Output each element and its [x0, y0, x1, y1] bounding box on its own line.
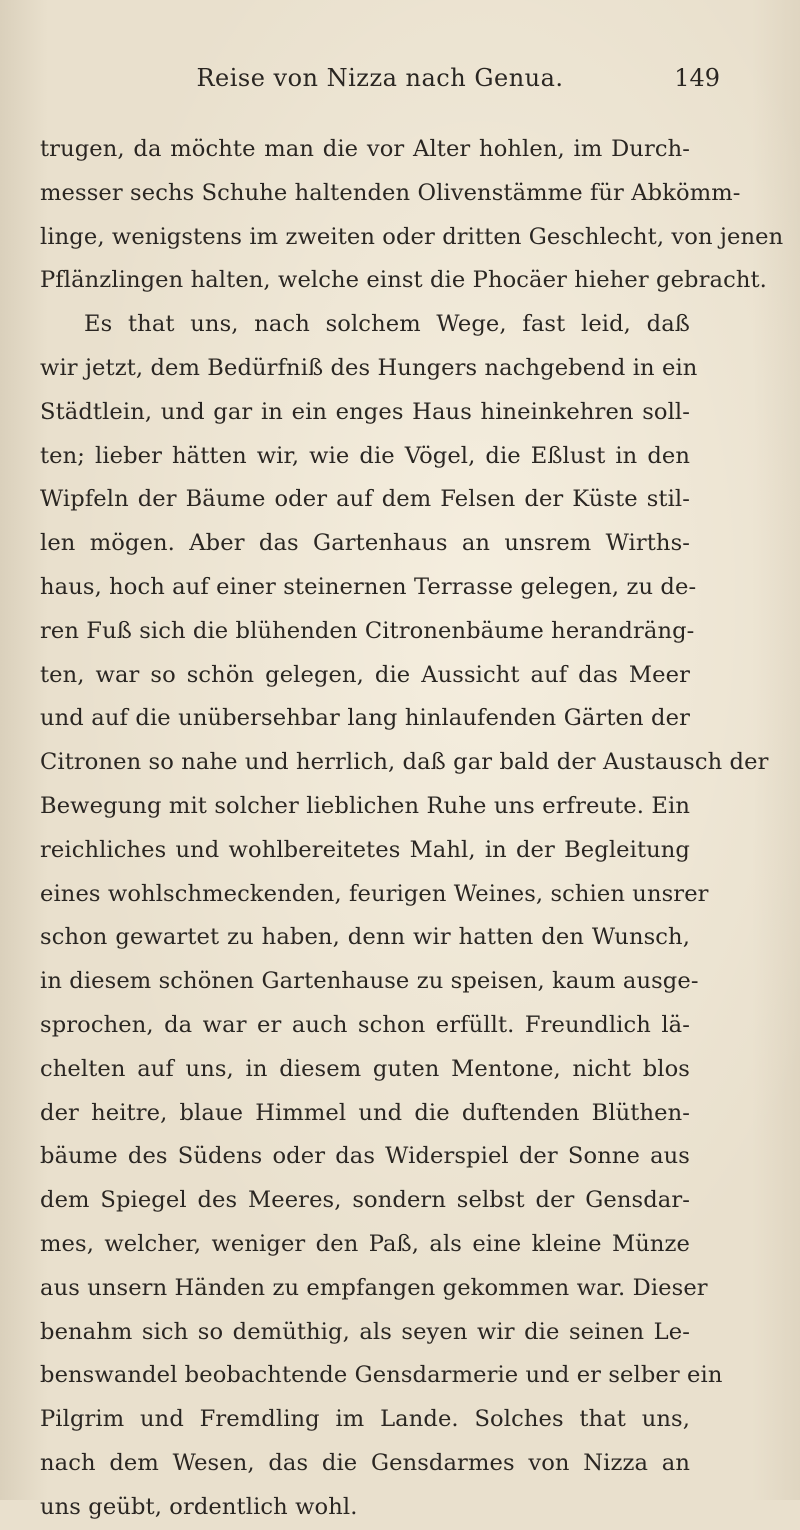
text-line: reichliches und wohlbereitetes Mahl, in der Begleitung: [40, 836, 690, 863]
text-line: Pflänzlingen halten, welche einst die Phocäer hieher gebracht.: [40, 267, 767, 294]
text-line: Wipfeln der Bäume oder auf dem Felsen der Küste stil-: [40, 486, 690, 513]
text-line: der heitre, blaue Himmel und die duftenden Blüthen-: [40, 1099, 690, 1126]
text-line: bäume des Südens oder das Widerspiel der Sonne aus: [40, 1143, 690, 1170]
text-line: in diesem schönen Gartenhause zu speisen, kaum ausge-: [40, 968, 699, 995]
text-line: ten, war so schön gelegen, die Aussicht auf das Meer: [40, 661, 690, 688]
page-number: 149: [674, 64, 720, 92]
running-title: Reise von Nizza nach Genua.: [196, 64, 564, 92]
text-line: und auf die unübersehbar lang hinlaufenden Gärten der: [40, 705, 690, 732]
text-line: trugen, da möchte man die vor Alter hohlen, im Durch-: [40, 136, 690, 162]
text-line: linge, wenigstens im zweiten oder dritten Geschlecht, von jenen: [40, 223, 784, 250]
text-line: benswandel beobachtende Gensdarmerie und er selber ein: [40, 1362, 723, 1389]
text-line: haus, hoch auf einer steinernen Terrasse gelegen, zu de-: [40, 573, 697, 600]
text-line: Citronen so nahe und herrlich, daß gar bald der Austausch der: [40, 749, 769, 776]
text-line: eines wohlschmeckenden, feurigen Weines, schien unsrer: [40, 880, 709, 907]
text-line: Städtlein, und gar in ein enges Haus hineinkehren soll-: [40, 398, 690, 425]
text-line: wir jetzt, dem Bedürfniß des Hungers nachgebend in ein: [40, 354, 698, 381]
text-line: len mögen. Aber das Gartenhaus an unsrem Wirths-: [40, 530, 690, 557]
text-line: ten; lieber hätten wir, wie die Vögel, die Eßlust in den: [40, 442, 690, 469]
text-line: dem Spiegel des Meeres, sondern selbst der Gensdar-: [40, 1187, 690, 1214]
text-line: Pilgrim und Fremdling im Lande. Solches that uns,: [40, 1406, 690, 1433]
text-line: uns geübt, ordentlich wohl.: [40, 1493, 358, 1520]
text-line: chelten auf uns, in diesem guten Mentone, nicht blos: [40, 1055, 690, 1082]
text-line: Bewegung mit solcher lieblichen Ruhe uns erfreute. Ein: [40, 792, 690, 819]
text-line: messer sechs Schuhe haltenden Olivenstämme für Abkömm-: [40, 179, 741, 206]
page-header: [0, 62, 800, 102]
text-line: benahm sich so demüthig, als seyen wir die seinen Le-: [40, 1318, 690, 1345]
text-line: ren Fuß sich die blühenden Citronenbäume herandräng-: [40, 617, 695, 644]
text-line: Es that uns, nach solchem Wege, fast leid, daß: [84, 311, 690, 338]
text-line: schon gewartet zu haben, denn wir hatten den Wunsch,: [40, 924, 690, 951]
text-line: sprochen, da war er auch schon erfüllt. Freundlich lä-: [40, 1011, 690, 1038]
text-line: nach dem Wesen, das die Gensdarmes von Nizza an: [40, 1449, 690, 1476]
body-text: [40, 128, 784, 1530]
text-line: mes, welcher, weniger den Paß, als eine kleine Münze: [40, 1230, 690, 1257]
text-line: aus unsern Händen zu empfangen gekommen war. Dieser: [40, 1274, 708, 1301]
